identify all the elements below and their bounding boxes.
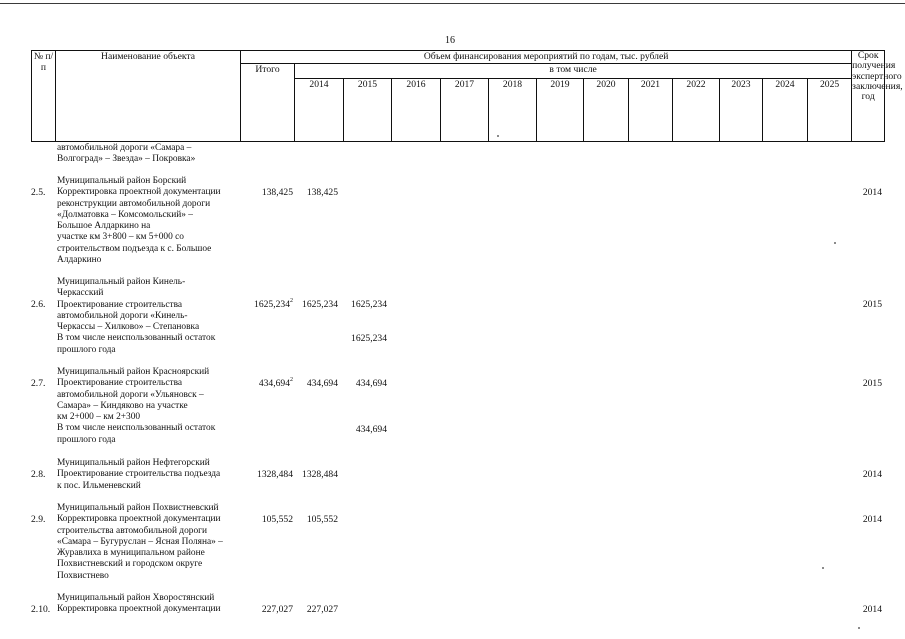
value-2014: 105,552 [306,514,338,525]
total-value: 227,027 [261,604,293,615]
header-term: Срок получения экспертного заключения, год [852,51,885,142]
table-header [31,50,903,142]
header-year: 2021 [629,79,673,142]
expert-term: 2014 [862,604,882,615]
header-including: в том числе [295,64,852,79]
page-number: 16 [445,35,455,46]
header-num: № п/п [32,51,56,142]
row-number: 2.8. [31,469,46,480]
header-year: 2022 [673,79,720,142]
row-number: 2.9. [31,514,46,525]
header-year: 2018 [489,79,537,142]
value-2014: 138,425 [306,187,338,198]
scan-edge-line [0,3,905,4]
value-2014: 227,027 [306,604,338,615]
value-2014: 1328,484 [302,469,338,480]
header-year: 2020 [584,79,629,142]
footnote-mark: 2 [290,298,293,304]
expert-term: 2015 [862,378,882,389]
expert-term: 2014 [862,187,882,198]
remainder-2015: 1625,234 [351,333,387,344]
value-2015: 434,694 [355,378,387,389]
object-name: Муниципальный район Борский Корректировка проектной документации реконструкции автомобильной дороги «Долматовка – Комсомольский» – Большое Алдаркино на участке км 3+800 – км 5+000 со строительством подъезда к с. Большое Алдаркино [57,176,221,266]
header-year: 2023 [720,79,763,142]
header-name: Наименование объекта [56,51,241,142]
header-year: 2019 [537,79,584,142]
footnote-mark: 2 [290,377,293,383]
header-year: 2014 [295,79,344,142]
total-value: 138,425 [261,187,293,198]
expert-term: 2015 [862,299,882,310]
header-year: 2015 [344,79,392,142]
header-year: 2025 [808,79,852,142]
object-name: Муниципальный район Красноярский Проектирование строительства автомобильной дороги «Ульяновск – Самара» – Киндяково на участке км 2+000 – км 2+300 В том числе неиспользованный остаток прошлого года [57,367,216,445]
scan-speck [497,135,499,137]
total-value: 105,552 [261,514,293,525]
object-name: автомобильной дороги «Самара – Волгоград» – Звезда» – Покровка» [57,143,196,165]
object-name: Муниципальный район Нефтегорский Проектирование строительства подъезда к пос. Ильменевский [57,458,221,491]
header-funding: Объем финансирования мероприятий по годам, тыс. рублей [241,51,852,64]
row-number: 2.7. [31,378,46,389]
scan-speck [834,242,836,244]
object-name: Муниципальный район Кинель- Черкасский Проектирование строительства автомобильной дороги «Кинель- Черкассы – Хилково» – Степановка В том числе неиспользованный остаток прошлого года [57,277,216,355]
row-number: 2.10. [31,604,51,615]
scan-speck [822,567,824,569]
object-name: Муниципальный район Похвистневский Корректировка проектной документации строительства автомобильной дороги «Самара – Бугуруслан – Ясная Поляна» – Журавлиха в муниципальном районе Похвистневский и городском округе Похвистнево [57,503,223,581]
scan-speck [858,627,860,629]
value-2015: 1625,234 [351,299,387,310]
row-number: 2.5. [31,187,46,198]
total-value: 1328,484 [257,469,293,480]
header-year: 2017 [441,79,489,142]
header-year: 2024 [763,79,808,142]
remainder-2015: 434,694 [355,424,387,435]
value-2014: 1625,234 [302,299,338,310]
expert-term: 2014 [862,469,882,480]
row-number: 2.6. [31,299,46,310]
total-value: 434,694$^2$ [258,377,293,389]
object-name: Муниципальный район Хворостянский Корректировка проектной документации [57,593,221,615]
header-year: 2016 [392,79,441,142]
value-2014: 434,694 [306,378,338,389]
expert-term: 2014 [862,514,882,525]
header-total: Итого [241,64,295,142]
total-value: 1625,234$^2$ [254,298,293,310]
